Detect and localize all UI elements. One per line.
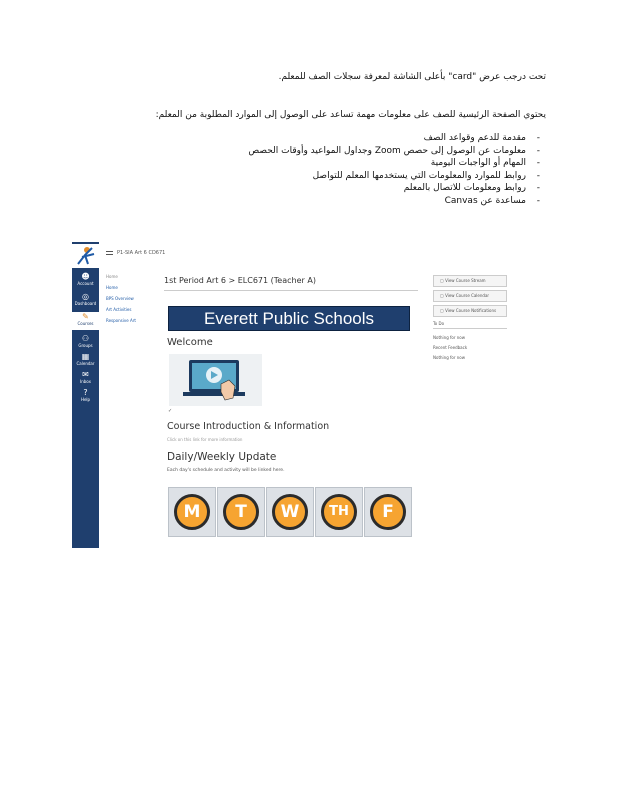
breadcrumb: 1st Period Art 6 > ELC671 (Teacher A): [164, 276, 316, 285]
view-calendar-button[interactable]: ▢ View Course Calendar: [433, 290, 507, 302]
course-code-title: P1-SIA Art 6 CD671: [117, 250, 166, 256]
course-submenu: [106, 274, 136, 329]
day-button-tuesday[interactable]: T: [217, 487, 265, 537]
todo-label: To Do: [433, 321, 445, 326]
submenu-item-activities[interactable]: Art Activities: [106, 307, 132, 312]
view-stream-button[interactable]: ▢ View Course Stream: [433, 275, 507, 287]
day-button-friday[interactable]: F: [364, 487, 412, 537]
account-icon: ☻: [81, 272, 90, 281]
dashboard-icon: ◎: [82, 292, 89, 301]
nav-inbox[interactable]: ✉ Inbox: [72, 370, 99, 384]
groups-icon: ⚇: [81, 334, 90, 343]
nav-account[interactable]: ☻ Account: [72, 272, 99, 286]
daily-update-heading: Daily/Weekly Update: [167, 451, 277, 463]
courses-icon: ✎: [82, 312, 89, 321]
doc-bullet-item: - المهام أو الواجبات اليومية: [248, 157, 526, 170]
weekday-buttons: [168, 487, 413, 537]
todo-divider: [433, 328, 507, 329]
day-button-monday[interactable]: M: [168, 487, 216, 537]
doc-bullet-item: - مساعدة عن Canvas: [248, 195, 526, 208]
submenu-item-responsive[interactable]: Responsive Art: [106, 318, 136, 323]
view-notifications-button[interactable]: ▢ View Course Notifications: [433, 305, 507, 317]
doc-bullet-item: - روابط للموارد والمعلومات التي يستخدمها المعلم للتواصل: [248, 170, 526, 183]
school-banner: Everett Public Schools: [168, 306, 410, 331]
course-right-panel: [433, 275, 507, 365]
doc-line-1: تحت درجب عرض "card" بأعلى الشاشة لمعرفة سجلات الصف للمعلم.: [278, 72, 546, 82]
doc-bullet-item: - مقدمة للدعم وقواعد الصف: [248, 132, 526, 145]
day-button-wednesday[interactable]: W: [266, 487, 314, 537]
submenu-item-overview[interactable]: BPS Overview: [106, 296, 134, 301]
doc-bullet-list: [248, 132, 526, 207]
course-intro-link[interactable]: Click on this link for more information: [167, 437, 243, 442]
welcome-heading: Welcome: [167, 337, 213, 348]
doc-bullet-item: - روابط ومعلومات للاتصال بالمعلم: [248, 182, 526, 195]
nav-help[interactable]: ? Help: [72, 388, 99, 402]
nav-calendar[interactable]: ▦ Calendar: [72, 352, 99, 366]
breadcrumb-divider: [164, 290, 418, 291]
help-icon: ?: [83, 388, 88, 397]
doc-bullet-item: - معلومات عن الوصول إلى حصص Zoom وجداول المواعيد وأوقات الحصص: [248, 145, 526, 158]
recent-feedback-label: Recent Feedback: [433, 345, 468, 350]
daily-update-text: Each day's schedule and activity will be linked here.: [167, 468, 285, 473]
global-nav-sidebar: [72, 242, 99, 548]
submenu-item-home[interactable]: Home: [106, 285, 118, 290]
todo-empty-text: Nothing for now: [433, 335, 466, 340]
nav-groups[interactable]: ⚇ Groups: [72, 334, 99, 348]
school-logo-icon: [72, 244, 99, 268]
nav-dashboard[interactable]: ◎ Dashboard: [72, 292, 99, 306]
submenu-label: Home: [106, 274, 118, 279]
recent-feedback-text: Nothing for now: [433, 355, 466, 360]
video-lesson-image[interactable]: [169, 354, 262, 406]
doc-line-2: يحتوي الصفحة الرئيسية للصف على معلومات مهمة تساعد على الوصول إلى الموارد المطلوبة من المعلم:: [155, 110, 546, 120]
calendar-icon: ▦: [81, 352, 90, 361]
check-mark: ✓: [168, 408, 173, 414]
nav-courses[interactable]: ✎ Courses: [72, 312, 99, 330]
course-top-bar: [106, 250, 165, 256]
day-button-thursday[interactable]: TH: [315, 487, 363, 537]
course-intro-heading: Course Introduction & Information: [167, 421, 330, 432]
inbox-icon: ✉: [82, 370, 89, 379]
hamburger-menu-icon[interactable]: [106, 251, 113, 255]
canvas-course-screenshot: [72, 242, 518, 548]
